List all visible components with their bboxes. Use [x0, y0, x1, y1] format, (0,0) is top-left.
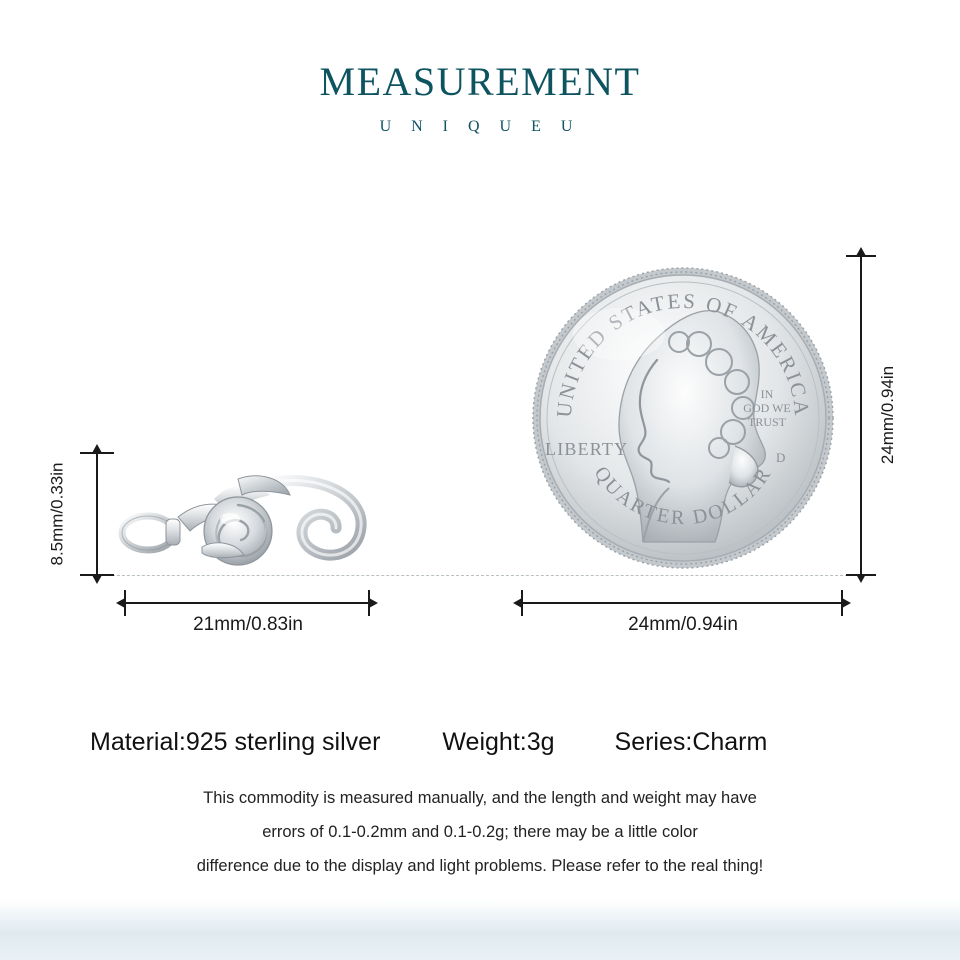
svg-text:TRUST: TRUST — [747, 415, 787, 429]
product-height-dimension-line — [96, 452, 98, 576]
product-width-label: 21mm/0.83in — [193, 614, 303, 635]
svg-text:IN: IN — [760, 387, 774, 401]
bottom-gradient-band — [0, 900, 960, 960]
spec-series: Series:Charm — [614, 728, 768, 756]
coin-height-label-wrap — [876, 255, 900, 575]
svg-text:D: D — [776, 450, 786, 465]
spec-row — [90, 728, 870, 757]
coin-width-label: 24mm/0.94in — [628, 614, 738, 635]
product-width-dimension-line — [124, 602, 370, 604]
page-title: MEASUREMENT — [319, 59, 641, 104]
disclaimer-line-1: This commodity is measured manually, and the length and weight may have — [203, 789, 757, 807]
disclaimer-line-2: errors of 0.1-0.2mm and 0.1-0.2g; there may be a little color — [262, 822, 698, 841]
coin-height-dimension-line — [860, 255, 862, 575]
svg-text:LIBERTY: LIBERTY — [545, 439, 629, 459]
product-illustration — [118, 455, 376, 575]
coin-illustration — [523, 250, 843, 576]
disclaimer-line-3: difference due to the display and light problems. Please refer to the real thing! — [196, 856, 764, 875]
measurement-diagram — [0, 230, 960, 650]
page-subtitle: U N I Q U E U — [379, 118, 581, 135]
spec-weight: Weight:3g — [442, 728, 555, 756]
svg-text:QUARTER DOLLAR: QUARTER DOLLAR — [589, 462, 777, 530]
product-height-label-wrap — [46, 452, 68, 576]
coin-height-label: 24mm/0.94in — [878, 365, 897, 465]
disclaimer — [80, 782, 880, 883]
header — [0, 60, 960, 136]
product-height-label: 8.5mm/0.33in — [47, 462, 66, 566]
svg-text:GOD WE: GOD WE — [743, 401, 791, 415]
spec-material: Material:925 sterling silver — [90, 728, 381, 756]
svg-text:UNITED STATES OF AMERICA: UNITED STATES OF AMERICA — [551, 288, 815, 419]
coin-width-dimension-line — [521, 602, 843, 604]
